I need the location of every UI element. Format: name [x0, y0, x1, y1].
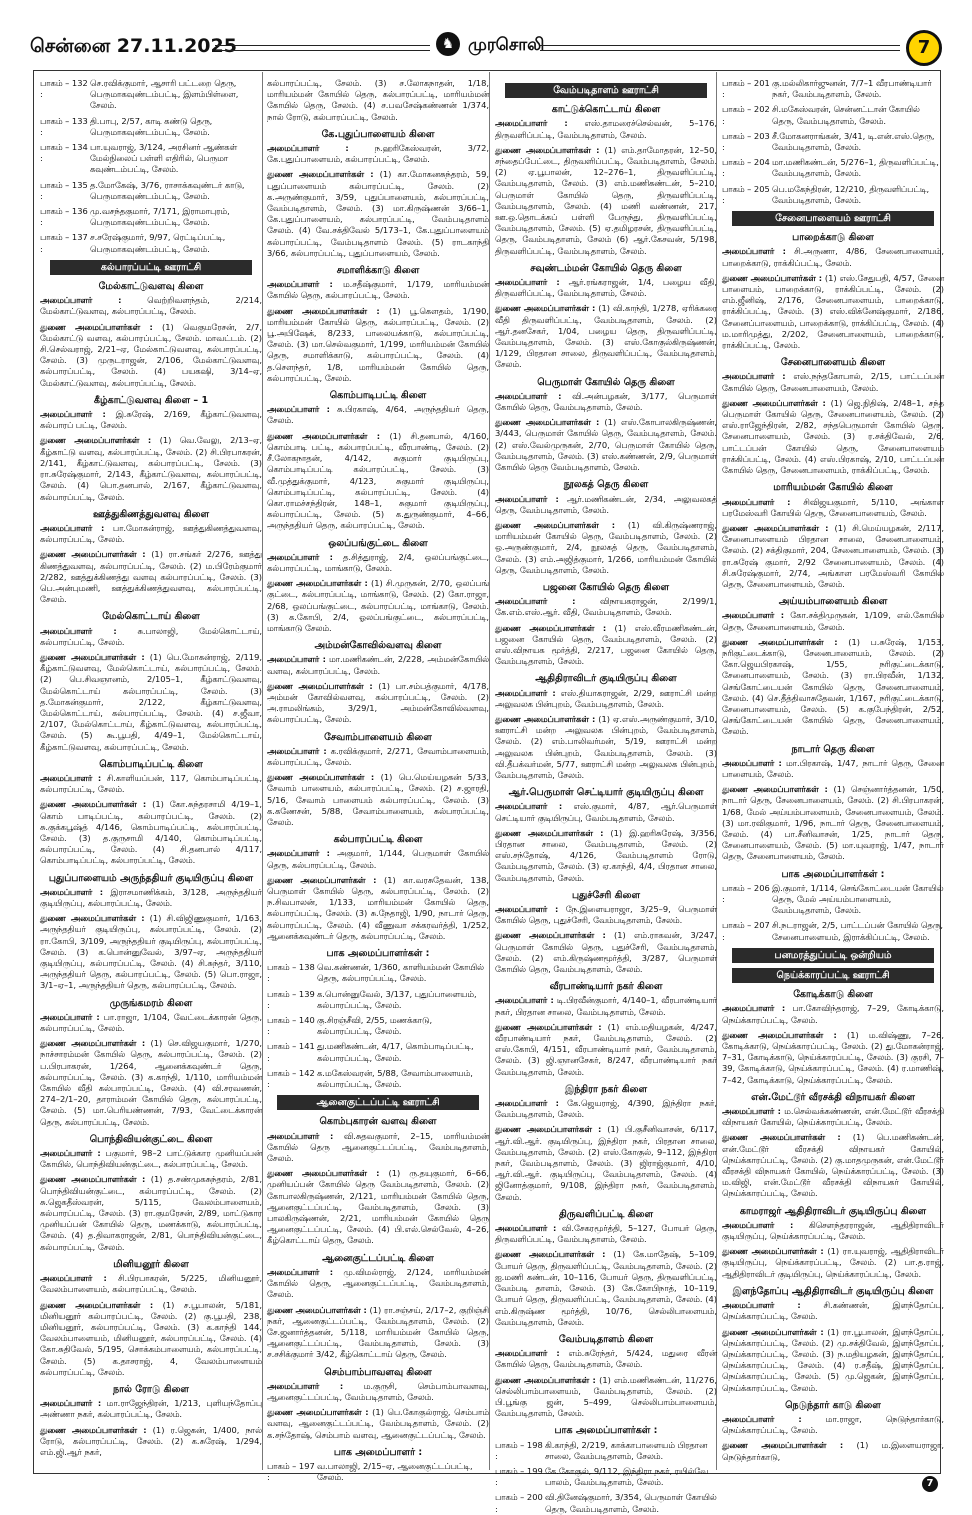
organizer-entry: அமைப்பாளர் : ம.சதீஷ்குமார், 1/179, மாரியம்மன் கோயில் தெரு, கல்பாரப்பட்டி, சேலம். [267, 279, 489, 301]
branch-heading: சமாளிக்காடு கிளை [336, 265, 420, 277]
organizer-entry: அமைப்பாளர் : சு.பாலாஜி, மேல்கொட்டாய், கல்பாரப்பட்டி, சேலம். [40, 625, 263, 647]
deputy-organizers-entry: துணை அமைப்பாளர்கள் : (1) ஜெ.நிதிஷ், 2/48–1, சந்த பெருமாள் கோயில் தெரு, சேனைபாளையம், சேலம். (2) எஸ்.ராஜேந்திரன், 2/82, சந்தபெருமாள் கோயில் தெரு, சேனைபாளையம், சேலம். (3) ர.சக்திவேல், 2/6, பாட்டப்பன் கோயில் தெரு, சேனைபாளையம் ராக்கிப்பட்டி, சேலம். (4) எஸ்.பிரகாஷ், 2/10, பாட்டப்பன் கோயில் தெரு, சேனைபாளையம், ராக்கிப்பட்டி, சேலம். [722, 397, 945, 476]
deputy-organizers-entry: துணை அமைப்பாளர்கள் : (1) பெ.மெய்யழகன் 5/33, சேவாம் பாளையம், கல்பாரப்பட்டி, சேலம். (2) ச.ஜாரதி, 5/16, சேவாம் பாளையம் கல்பாரப்பட்டி, சேலம். (3) க.கணேசன், 5/88, சேவாம்பாளையம், கல்பாரப்பட்டி, சேலம். [267, 772, 489, 827]
branch-heading: வீரபாண்டியார் நகர் கிளை [549, 981, 663, 993]
branch-heading: பொந்திவியன்குட்டை கிளை [89, 1133, 213, 1145]
branch-heading: இளந்தோப்பு ஆதிதிராவிடர் குடியிருப்பு கிளை [732, 1285, 934, 1297]
bagam-item: பாகம் – 206 : இ.குமார், 1/114, செங்கோட்டையன் கோயில் தெரு, மேல் அய்யம்பாளையம், வேம்படிதாளம், சேலம். [722, 882, 944, 916]
branch-heading: ஆர்.பெருமாள் செட்டியார் குடியிருப்பு கிளை [508, 787, 704, 799]
organizer-entry: அமைப்பாளர் : சிவிஜயகுமார், 5/110, அங்காள பரமேஸ்வரி கோயில் தெரு, சேனைபாளையம், சேலம். [722, 496, 945, 518]
organizer-entry: அமைப்பாளர் : வி.அன்பழகன், 3/177, பெருமாள் கோயில் தெரு, வேம்படிதாளம், சேலம். [495, 390, 717, 413]
deputy-organizers-entry: துணை அமைப்பாளர்கள் : (1) பெ.மோகன்ராஜ், 2/119, கீழ்காட்டுவளவு, மேல்கொட்டாய், கல்பாரப்பட்டி, சேலம். (2) பெ.சிவஞானம், 2/105–1, கீழ்காட்டுவளவு, மேல்கொட்டாய் கல்பாரப்பட்டி, சேலம். (3) த.மோகன்குமார், 2/122, கீழ்காட்டுவளவு, மேல்கொட்டாய், கல்பாரப்பட்டி, சேலம். (4) ச.ஜீவா, 2/107, மேல்கொட்டாய், கீழ்காட்டுவளவு, கல்பாரப்பட்டி, சேலம். (5) கூ.பூபதி, 4/49–1, மேல்கொட்டாய், கீழ்காட்டுவளவு, கல்பாரப்பட்டி, சேலம். [40, 651, 263, 752]
branch-heading: முருங்கமரம் கிளை [109, 997, 193, 1009]
deputy-organizers-entry: துணை அமைப்பாளர்கள் : (1) ரா.யுவராஜ், ஆதிதிராவிடர் குடியிருப்பு, நெய்க்காரப்பட்டி, சேலம். (2) பா.த.ராஜ், ஆதிதிராவிடர் குடியிருப்பு, நெய்க்காரப்பட்டி, சேலம். [722, 1246, 944, 1279]
bagam-heading: பாக அமைப்பாளர் : [333, 1446, 423, 1458]
branch-heading: கல்பாரப்பட்டி கிளை [333, 834, 423, 846]
organizer-entry: அமைப்பாளர் : வி.சேகரமூர்த்தி, 5–127, போயர் தெரு, திருவளிப்பட்டி, வேம்படிதாளம், சேலம். [495, 1223, 717, 1245]
deputy-organizers-entry: துணை அமைப்பாளர்கள் : (1) ஏ.எஸ்.அருண்குமார், 3/10, ஊராட்சி மன்ற அலுவலக பின்புறம், வேம்படிதாளம், சேலம். (2) எம்.பாலிவர்மன், 5/19, ஊராட்சி மன்ற அலுவலக பின்புறம், வேம்படிதாளம், சேலம். (3) வி.தீபக்வர்மன், 5/77, ஊராட்சி மன்ற அலுவலக பின்புறம், வேம்படிதாளம், சேலம். [495, 713, 717, 780]
organizer-entry: அமைப்பாளர் : நே.இளையராஜா, 3/25–9, பெருமாள் கோயில் தெரு, புதுச்சேரி, வேம்படிதாளம், சேலம். [495, 904, 717, 926]
bagam-item: பாகம் – 142 : க.மகேஸ்வரன், 5/88, சேவாம்பாளையம், கல்பாரப்பட்டி, சேலம். [267, 1067, 473, 1090]
bagam-item: பாகம் – 198 : கி.காந்தி, 2/219, காக்காபாளையம் பிரதான சாலை, வேம்படிதாளம், சேலம். [495, 1439, 708, 1461]
bagam-item: பாகம் – 201 : கு.மல்லிகார்ஜுனன், 7/7–1 வீரபாண்டியார் நகர், வேம்படிதாளம், சேலம். [722, 78, 932, 100]
organizer-entry: அமைப்பாளர் : எஸ்.தியாகராஜன், 2/29, ஊராட்சி மன்ற அலுவலக பின்புறம், வேம்படிதாளம், சேலம். [495, 687, 717, 709]
deputy-organizers-entry: துணை அமைப்பாளர்கள் : (1) பெ.கோகுல்ராஜ், செம்பாம் வளவு, ஆனைகுட்டப்பட்டி, வேம்படிதாளம், சேலம். (2) க.சந்தோஷ், செம்பாம் வளவு, ஆனைகுட்டப்பட்டி, சேலம். [267, 1407, 489, 1440]
deputy-organizers-entry: துணை அமைப்பாளர்கள் : (1) எம்.ராகவன், 3/247, பெருமாள் கோயில் தெரு, புதுச்சேரி, வேம்படிதாளம், சேலம். (2) எம்.கிருஷ்ணமூர்த்தி, 3/287, பெருமாள் கோயில் தெரு, வேம்படிதாளம், சேலம். [495, 930, 718, 975]
organizer-entry: அமைப்பாளர் : கோ.சக்திமுருகன், 1/109, எல்.கோயில் தெரு, சேனைபாளையம், சேலம். [722, 610, 944, 632]
deputy-organizers-entry: துணை அமைப்பாளர்கள் : (1) எஸ்.கோபாலகிருஷ்ணன், 3/443, பெருமாள் கோயில் தெரு, வேம்படிதாளம், சேலம். (2) எஸ்.வேல்முருகன், 2/70, பெருமாள் கோயில் தெரு, வேம்படிதாளம், சேலம். (3) எஸ்.கண்ணன், 2/9, பெருமாள் கோயில் தெரு வேம்படிதாளம், சேலம். [495, 417, 717, 473]
organizer-entry: அமைப்பாளர் : சி.கண்ணன், இளந்தோப்பு, நெய்க்காரப்பட்டி, சேலம். [722, 1300, 944, 1322]
newspaper-name: முரசொலி [468, 35, 545, 55]
continued-entry: கல்பாரப்பட்டி, சேலம். (3) ச.லோகநாதன், 1/18, மாரியம்மன் கோயில் தெரு, கல்பாரப்பட்டி, மாரியம்மன் கோயில் தெரு, சேலம். (4) ச.பவசேஷ்கண்ணன் 1/374, நால் ரோடு, கல்பாரப்பட்டி, சேலம். [267, 78, 489, 122]
organizer-entry: அமைப்பாளர் : த.சித்துராஜ், 2/4, ஒலப்பங்குட்டை, கல்பாரப்பட்டி, மாங்காடு, சேலம். [267, 551, 490, 573]
branch-heading: நாடார் தெரு கிளை [791, 743, 875, 755]
deputy-organizers-entry: துணை அமைப்பாளர்கள் : (1) ப.சுரேஷ், 1/153, நரிகுட்டைக்காடு, சேனைபாளையம், சேலம். (2) கோ.ஜெயபிரகாஷ், 1/55, நரிகுட்டைக்காடு, சேனைபாளையம், சேலம். (3) ரா.பிரவீன், 1/132, செங்கோட்டையன் கோயில் தெரு, சேனைபாளையம், சேலம். (4) செ.தீத்திவாசுதேவன், 1/167, நரிகுட்டைக்காடு, சேனைபாளையம், சேலம். (5) க.குபேந்திரன், 2/52, செங்கோட்டையன் கோயில் தெரு, சேனைபாளையம், சேலம். [722, 636, 944, 737]
edition-date: சென்னை 27.11.2025 [30, 35, 237, 57]
deputy-organizers-entry: துணை அமைப்பாளர்கள் : (1) இ.ஹரிசுரேஷ், 3/356, பிரதான சாலை, வேம்படிதாளம், சேலம். (2) எஸ்.சந்தோஷ், 4/126, வேம்படிதாளம் ரோடு, வேம்படிதாளம், சேலம். (3) ஏ.காந்தி, 4/4, பிரதான சாலை, வேம்படிதாளம், சேலம். [495, 827, 718, 883]
organizer-entry: அமைப்பாளர் : அகுமார், 1/144, பெருமாள் கோயில் தெரு, கல்பாரப்பட்டி, சேலம். [267, 848, 489, 870]
bagam-item: பாகம் – 132 : செ.ரவிக்குமார், ஆசாரி பட்டறை தெரு, பெருமாகவுண்டம்பட்டி, இளம்பிள்ளை, சேலம். [40, 78, 239, 111]
organizer-entry: அமைப்பாளர் : சி.பிரபாகரன், 5/225, மினியனூர், வேலம்பாளையம், கல்பாரப்பட்டி, சேலம். [40, 1273, 262, 1295]
bagam-item: பாகம் – 136 : மு.வசந்தகுமார், 7/171, இராமாபுரம், பெருமாகவுண்டம்பட்டி, சேலம். [40, 206, 230, 228]
bagam-heading: பாக அமைப்பாளர்கள் : [554, 1425, 658, 1437]
deputy-organizers-entry: துணை அமைப்பாளர்கள் : (1) ரா.சஞ்சய், 2/17–2, குறிஞ்சி நகர், ஆனைகுட்டப்பட்டி, வேம்படிதாளம், சேலம். (2) சே.ஜனார்த்தனன், 5/118, மாரியம்மன் கோயில் தெரு, ஆனைகுட்டப்பட்டி, வேம்படிதாளம், சேலம். (3) ச.சசிக்குமார் 3/42, கீழ்கொட்டாய் தெரு, சேலம். [267, 1304, 490, 1360]
branch-heading: ஆதிதிராவிடர் குடியிருப்பு கிளை [535, 673, 677, 685]
deputy-organizers-entry: துணை அமைப்பாளர்கள் : (1) ரா.பூபாலன், இளந்தோப்பு, நெய்க்காரப்பட்டி, சேலம். (2) மு.சக்திவேல், இளந்தோப்பு, நெய்க்காரப்பட்டி, சேலம். (3) ந.மதியழகன், இளந்தோப்பு, நெய்க்காரப்பட்டி, சேலம். (4) ர.சதீஷ், இளந்தோப்பு, நெய்க்காரப்பட்டி, சேலம். (5) மு.ஜெகன், இளந்தோப்பு, நெய்க்காரப்பட்டி, சேலம். [722, 1326, 944, 1393]
deputy-organizers-entry: துணை அமைப்பாளர்கள் : (1) செஞ்னார்த்தனன், 1/50, நாடார் தெரு, சேனைபாளையம், சேலம். (2) சி.பிரபாகரன், 1/68, மேல் அய்யம்பாளையம், சேனைபாளையம், சேலம். (3) மா.ரவிகுமார், 1/96, நாடார் தெரு, சேனைபாளையம், சேலம். (4) பா.சீனிவாசன், 1/25, நாடார் தெரு, சேனைபாளையம், சேலம். (5) மா.யுவராஜ், 1/47, நாடார் தெரு, சேனைபாளையம், சேலம். [722, 784, 945, 862]
branch-heading: புதுப்பாளையம் அருந்ததியர் குடியிருப்பு கிளை [48, 872, 254, 884]
branch-heading: செம்பாம்பாவளவு கிளை [324, 1366, 432, 1378]
bagam-list [40, 78, 262, 255]
organizer-entry: அமைப்பாளர் : பா.ராஜா, 1/104, வேட்டைக்காரன் தெரு, கல்பாரப்பட்டி, சேலம். [40, 1011, 262, 1034]
bagam-item: பாகம் – 135 : த.மோகேஷ், 3/76, ராசாக்கவுண்டர் காடு, பெருமாகவுண்டம்பட்டி, சேலம். [40, 179, 245, 201]
branch-heading: பாறைக்காடு கிளை [792, 232, 874, 244]
bagam-item: பாகம் – 141 : து.மணிகண்டன், 4/17, கொம்பாடிப்பட்டி, கல்பாரப்பட்டி, சேலம். [267, 1041, 474, 1063]
branch-heading: ஊத்துகிணத்துவளவு கிளை [92, 508, 210, 520]
deputy-organizers-entry: துணை அமைப்பாளர்கள் : (1) சி.விஜிணுகுமார், 1/163, அருந்ததியர் குடியிருப்பு, கல்பாரப்பட்டி, சேலம். (2) ரா.கோபி, 3/109, அருந்ததியர் குடியிருப்பு, கல்பாரப்பட்டி, சேலம். (3) க.பொன்னுவேல், 3/97–ஏ, அருந்ததியர் குடியிருப்பு, கல்பாரப்பட்டி, சேலம். (4) சி.சுந்தர், 3/110, அருந்ததியர் தெரு, கல்பாரப்பட்டி, சேலம். (5) பொ.ராஜா, 3/1–ஏ–1, அருந்ததியர் தெரு, கல்பாரப்பட்டி, சேலம். [40, 913, 263, 991]
organizer-entry: அமைப்பாளர் : சு.பிரகாஷ், 4/64, அருந்ததியர் தெரு, சேலம். [267, 404, 489, 426]
branch-heading: ஒலப்பங்குட்டை கிளை [328, 537, 428, 549]
bagam-item: பாகம் – 134 : பா.யுவராஜ், 3/124, அரசினர் ஆண்கள் மேல்நிலைப் பள்ளி எதிரில், பெருமா கவுண்டம்பட்டி, சேலம். [40, 142, 238, 175]
organizer-entry: அமைப்பாளர் : டி.பிரவீன்குமார், 4/140–1, வீரபாண்டியார் நகர், பிரதான சாலை, வேம்படிதாளம், சேலம். [495, 995, 717, 1017]
panchayat-banner: நெய்க்காரப்பட்டி ஊராட்சி [732, 968, 934, 983]
deputy-organizers-entry: துணை அமைப்பாளர்கள் : (1) வி.காந்தி, 1/278, ஏரிக்கரை வீதி திருவளிப்பட்டி, வேம்படிதாளம், சேலம். (2) ஆர்.தனசேகர், 1/04, பழைய தெரு, திருவளிப்பட்டி, வேம்படிதாளம், சேலம். (3) எஸ்.கோகுல்கிருஷ்ணன், 1/129, பிரதான சாலை, திருவளிப்பட்டி, வேம்படிதாளம், சேலம். [495, 303, 718, 370]
branch-heading: வேம்படிதாளம் கிளை [558, 1333, 654, 1345]
branch-heading: மினியனூர் கிளை [113, 1258, 189, 1270]
organizer-entry: அமைப்பாளர் : ஆர்.ரங்கராஜன், 1/4, பழைய வீதி, திருவளிப்பட்டி, வேம்படிதாளம், சேலம். [495, 277, 717, 299]
organizer-entry: அமைப்பாளர் : இ.சுரேஷ், 2/169, கீழ்காட்டுவளவு, கல்பாரப் பட்டி, சேலம். [40, 409, 263, 431]
bagam-item: பாகம் – 207 : சி.நடராஜன், 2/5, பாட்டப்பன் கோயில் தெரு, சேனைபாளையம், இராக்கிப்பட்டி, சேலம். [722, 920, 944, 942]
bagam-item: பாகம் – 199 : கே.கோகுல், 9/112, இந்திரா நகர், ரயில்வே பாலம், வேம்படிதாளம், சேலம். [495, 1465, 709, 1488]
footer-page-number: 7 [922, 1476, 938, 1492]
panchayat-banner: ஆனைகுட்டப்பட்டி ஊராட்சி [277, 1095, 479, 1110]
branch-heading: மாரியம்மன் கோயில் கிளை [773, 482, 893, 494]
deputy-organizers-entry: துணை அமைப்பாளர்கள் : (1) சி.முருகன், 2/70, ஒலப்பங் குட்டை, கல்பாரப்பட்டி, மாங்காடு, சேலம். (2) கோ.ராஜா, 2/68, ஒலப்பங்குட்டை, கல்பாரப்பட்டி, மாங்காடு, சேலம். (3) க.கோபி, 2/4, ஓலப்பங்குட்டை, கல்பாரப்பட்டி, மாங்காடு சேலம். [267, 578, 489, 633]
bagam-item: பாகம் – 202 : சி.மகேஸ்வரன், சென்னட்டான் கோயில் தெரு, வேம்படிதாளம், சேலம். [722, 104, 920, 126]
deputy-organizers-entry: துணை அமைப்பாளர்கள் : (1) எஸ்.வீரமணிகண்டன், பஜனை கோயில் தெரு, வேம்படிதாளம், சேலம். (2) எஸ்.விநாயக மூர்த்தி, 2/217, பஜனை கோயில் தெரு, வேம்படிதாளம், சேலம். [495, 622, 718, 667]
deputy-organizers-entry: துணை அமைப்பாளர்கள் : (1) செ.விஜயகுமார், 1/270, நாச்சாரம்மன் கோயில் தெரு, கல்பாரப்பட்டி, சேலம். (2) ப.பிரபாகரன், 1/264, ஆனைக்கவுண்டர் தெரு, கல்பாரப்பட்டி, சேலம். (3) க.காந்தி, 1/110, மாரியம்மன் கோயில் வீதி கல்பாரப்பட்டி, சேலம். (4) வி.சரவணன், 274–2/1–20, தாராம்மன் கோயில் தெரு, கல்பாரப்பட்டி, சேலம். (5) மா.பெரியண்ணன், 7/93, வேட்டைக்காரன் தெரு, கல்பாரப்பட்டி, சேலம். [40, 1038, 263, 1127]
deputy-organizers-entry: துணை அமைப்பாளர்கள் : (1) கா.வரசுதேவன், 138, பெருமாள் கோயில் தெரு, கல்பாரப்பட்டி, சேலம். (2) ந.சிவபாலன், 1/133, மாரியம்மன் கோயில் தெரு, கல்பாரப்பட்டி, சேலம். (3) சு.நேதாஜி, 1/90, நாடார் தெரு, கல்பாரப்பட்டி, சேலம். (4) வீணுவா சக்கரவர்த்தி, 1/252, ஆனைக்கவுண்டர் தெரு, கல்பாரப்பட்டி, சேலம். [267, 874, 489, 941]
deputy-organizers-entry: துணை அமைப்பாளர்கள் : (1) சி.மெய்யழகன், 2/117, சேனைபாளையம் பிரதான சாலை, சேனைபாளையம், சேலம். (2) சக்திகுமார், 204, சேனைபாளையம், சேலம். (3) ரா.சுரேஷ் குமார், 2/92 சேனைபாளையம், சேலம். (4) சி.சுரேஷ்குமார், 2/74, அங்காள பரமேஸ்வரி கோயில் தெரு, சேனைபாளையம், சேலம். [722, 522, 944, 589]
deputy-organizers-entry: துணை அமைப்பாளர்கள் : (1) கே.மாதேஷ், 5–109, போயர் தெரு, திருவளிப்பட்டி, வேம்படிதாளம், சேலம். (2) ஐ.மணி கண்டன், 10–116, போயர் தெரு, திருவளிப்பட்டி, வேம்படி தாளம், சேலம். (3) கே.கோபிநாத், 10–119, போயர் தெரு, திருவளிப்பட்டி, வேம்படிதாளம், சேலம். (4) எம்.கிருஷ்ண மூர்த்தி, 10/76, செல்லிபாளையம், வேம்படிதாளம், சேலம். [495, 1249, 717, 1327]
bagam-item: பாகம் – 137 : ச.சரேஷ்குமார், 9/97, ரெட்டிப்பட்டி, பெருமாகவுண்டம்பட்டி, சேலம். [40, 232, 226, 254]
branch-heading: சேவாம்பாளையம் கிளை [324, 731, 432, 743]
page-number-badge: 7 [906, 30, 942, 66]
deputy-organizers-entry: துணை அமைப்பாளர்கள் : (1) ர.ஜெகன், 1/400, நால் ரோடு, கல்பாரப்பட்டி, சேலம். (2) க.சுரேஷ், 1/294, எம்.ஜி.ஆர் நகர், [40, 1424, 262, 1457]
branch-heading: திருவளிப்பட்டி கிளை [558, 1208, 654, 1220]
branch-heading: கொம்புகாரன் வளவு கிளை [319, 1116, 437, 1128]
branch-heading: அய்யம்பாளையம் கிளை [778, 596, 888, 608]
organizer-entry: அமைப்பாளர் : மா.ராஜா, நெடுந்தார்காடு, நெய்க்காரப்பட்டி, சேலம். [722, 1413, 944, 1436]
panchayat-banner: வேம்படிதாளம் ஊராட்சி [505, 83, 707, 98]
deputy-organizers-entry: துணை அமைப்பாளர்கள் : (1) சி.தனபால், 4/160, கொம்பாடி பட்டி, கல்பாரப்பட்டி, வீரபாண்டி, சேலம். (2) சீ.லோகநாதன், 4/142, சுகுமார் குடியிருப்பு, கொம்பாடிப்பட்டி கல்பாரப்பட்டி, சேலம். (3) வீ.முத்துக்குமார், 4/123, சுகுமார் குடியிருப்பு, கொம்பாடிப்பட்டி, கல்பாரப்பட்டி, சேலம். (4) கொ.ராமச்சந்திரன், 148–1, சுகுமார் குடியிருப்பு, கல்பாரப்பட்டி, சேலம். (5) க.துருண்குமார், 4–66, அருந்ததியர் தெரு, கல்பாரப்பட்டி, சேலம். [267, 430, 489, 531]
branch-heading: இந்திரா நகர் கிளை [564, 1083, 648, 1095]
bagam-item: பாகம் – 200 : வி.தினேஷ்குமார், 3/354, பெருமாள் கோயில் தெரு, வேம்படிதாளம், சேலம். [495, 1492, 717, 1514]
masthead-rule-right [540, 45, 900, 51]
organizer-entry: அமைப்பாளர் : பகுமார், 98–2 பாட்டுக்கார முனியப்பன் கோயில், பொந்திவியன்குட்டை, கல்பாரப்பட்டி, சேலம். [40, 1148, 262, 1170]
branch-heading: நெடுந்தார் காடு கிளை [785, 1399, 881, 1411]
organizer-entry: அமைப்பாளர் : விநாயகராஜன், 2/199/1, கே.எம்.எஸ்.ஆர். வீதி, வேம்படிதாளம், சேலம். [495, 596, 717, 618]
column-3 [495, 78, 718, 1514]
deputy-organizers-entry: துணை அமைப்பாளர்கள் : (1) வெகுமரேசன், 2/7, மேல்காட்டு வளவு, கல்பாரப்பட்டி, சேலம். மாவட்டம். (2) சி.செல்வராஜ், 2/21–ஏ, மேல்காட்டுவளவு, கல்பாரப்பட்டி, சேலம். (3) முருடராஜன், 2/106, மேல்காட்டுவளவு, கல்பாரப்பட்டி, சேலம். (4) பயகஷி, 3/14–ஏ, மேல்காட்டுவளவு, கல்பாரப்பட்டி, சேலம். [40, 321, 262, 388]
organizer-entry: அமைப்பாளர் : க.ரவிக்குமார், 2/271, சேவாம்பாளையம், கல்பாரப்பட்டி, சேலம். [267, 745, 489, 767]
branch-heading: புதுச்சேரி கிளை [571, 889, 641, 901]
branch-heading: பஜனை கோயில் தெரு கிளை [542, 581, 670, 593]
branch-heading: ஆனைகுட்டப்பட்டி கிளை [322, 1252, 434, 1264]
deputy-organizers-entry: துணை அமைப்பாளர்கள் : (1) ம.இளையராஜா, நெடுந்தார்காடு, [722, 1440, 944, 1462]
organizer-entry: அமைப்பாளர் : ம.குருசி, செம்பாம்பாவளவு, ஆனைகுட்டப்பட்டி, வேம்படிதாளம், சேலம். [267, 1380, 490, 1402]
organizer-entry: அமைப்பாளர் : எஸ்.நந்தகோபால், 2/15, பாட்டப்பன் கோயில் தெரு, சேனைபாளையம், சேலம். [722, 371, 944, 393]
bagam-heading: பாக அமைப்பாளர்கள் : [326, 948, 430, 960]
branch-heading: சவுண்டம்மன் கோயில் தெரு கிளை [530, 262, 682, 274]
branch-heading: கொம்பாடிபட்டி கிளை [329, 390, 427, 402]
organizer-entry: அமைப்பாளர் : மா.மணிகண்டன், 2/228, அம்மன்கோயில் வளவு, கல்பாரப்பட்டி, சேலம். [267, 654, 489, 676]
column-4 [722, 78, 945, 1462]
organizer-entry: அமைப்பாளர் : ந.ஹரிகேஸ்வரன், 3/72, கே.புதுப்பாளையம், கல்பாரப்பட்டி, சேலம். [267, 143, 490, 165]
deputy-organizers-entry: துணை அமைப்பாளர்கள் : (1) த.சண்முகசுந்தரம், 2/81, பொந்திவியன்குட்டை, கல்பாரப்பட்டி, சேலம். (2) சு.ஜெகதீஸ்வரன், 5/115, வேலம்பாளையம், கல்பாரப்பட்டி, சேலம். (3) ரா.குமரேசன், 2/89, மாட்டுகார முனியப்பன் கோயில் தெரு, மணக்காடு, கல்பாரப்பட்டி, சேலம். (4) த.திவாகராஜன், 2/81, பொந்திவியன்குட்டை, கல்பாரப்பட்டி, சேலம். [40, 1174, 263, 1252]
branch-heading: கீழ்காட்டுவளவு கிளை – 1 [93, 394, 209, 406]
organizer-entry: அமைப்பாளர் : எஸ்.குமார், 4/87, ஆர்.பெருமாள் செட்டியார் குடியிருப்பு, வேம்படிதாளம், சேலம். [495, 801, 717, 823]
bagam-item: பாகம் – 203 : சீ.மோகனராங்கன், 3/41, டி.என்.எஸ்.தெரு, வேம்படிதாளம், சேலம். [722, 130, 935, 153]
panchayat-banner: சேனைபாளையம் ஊராட்சி [732, 211, 934, 226]
branch-heading: அம்மன்கோவில்வளவு கிளை [314, 640, 442, 652]
deputy-organizers-entry: துணை அமைப்பாளர்கள் : (1) ம.விஷ்ணு, 7–26, கோடிக்காடு, நெய்க்காரப்பட்டி, சேலம். (2) து.மோகன்ராஜ், 7–31, கோடிக்காடு, நெய்க்காரப்பட்டி, சேலம். (3) குரசி, 7–39, கோடிக்காடு, நெய்க்காரப்பட்டி, சேலம். (4) ர.மாணிஷ், 7–42, கோடிக்காடு, நெய்க்காரப்பட்டி, சேலம். [722, 1029, 945, 1085]
branch-heading: காட்டுக்கொட்டாய் கிளை [551, 104, 661, 116]
organizer-entry: அமைப்பாளர் : மு.விமல்ராஜ், 2/124, மாரியம்மன் கோயில் தெரு, ஆனைகுட்டப்பட்டி, வேம்படிதாளம், சேலம். [267, 1266, 489, 1300]
deputy-organizers-entry: துணை அமைப்பாளர்கள் : (1) வெ.வேலு, 2/13–ஏ, கீழ்காட்டு வளவு, கல்பாரப்பட்டி, சேலம். (2) சி.பிரபாகரன், 2/141, கீழ்காட்டுவளவு, கல்பாரப்பட்டி, சேலம். (3) ரா.சுரேஷ்குமார், 2/143, கீழ்காட்டுவளவு, கல்பாரப்பட்டி, சேலம். (4) பொ.தனபால், 2/167, கீழ்காட்டுவளவு, கல்பாரப்பட்டி, சேலம். [40, 435, 262, 502]
deputy-organizers-entry: துணை அமைப்பாளர்கள் : (1) எம்.தாமோதரன், 12–50, சந்தைப்பேட்டை, திருவளிப்பட்டி, வேம்படிதாளம், சேலம். (2) ஏ.பூபாலன், 12–276–1, திருவளிப்பட்டி, வேம்படிதாளம், சேலம். (3) எம்.மணிகண்டன், 5–210, பெருமாள் கோயில் தெரு, திருவளிப்பட்டி, வேம்படிதாளம், சேலம். (4) மணி வண்ணன், 217, ஊ.ஒ.தொடக்கப் பள்ளி பேருந்து, திருவளிப்பட்டி, வேம்படிதாளம், சேலம். (5) ஏ.தமிழரசன், திருவளிப்பட்டி, தெரு, வேம்படிதாளம், சேலம் (6) ஆர்.கேசவன், 5/198, திருவளிப்பட்டி, வேம்படிதாளம், சேலம். [495, 144, 717, 256]
bagam-item: பாகம் – 139 : க.பொன்னுவேல், 3/137, புதுப்பாளையம், கல்பாரப்பட்டி, சேலம். [267, 988, 477, 1010]
union-banner: பனமரத்துப்பட்டி ஒன்றியம் [732, 948, 934, 963]
bagam-item: பாகம் – 140 : கு.சிரஞ்சீவி, 2/55, மணக்காடு, கல்பாரப்பட்டி, சேலம். [267, 1015, 433, 1037]
branch-heading: நூலகத் தெரு கிளை [563, 479, 649, 491]
organizer-entry: அமைப்பாளர் : சி.காளியப்பன், 117, கொம்பாடிப்பட்டி, கல்பாரப்பட்டி, சேலம். [40, 772, 262, 795]
masthead-rule-left [215, 45, 430, 51]
organizer-entry: அமைப்பாளர் : வெற்றிவளந்தம், 2/214, மேல்காட்டுவளவு, கல்பாரப்பட்டி, சேலம். [40, 295, 262, 317]
organizer-entry: அமைப்பாளர் : சி.அருணா, 4/86, சேனைபாளையம், பாறைக்காடு, ராக்கிப்பட்டி, சேலம். [722, 246, 945, 268]
organizer-entry: அமைப்பாளர் : எம்.சுரேந்தர், 5/424, மதுரை வீரன் கோயில் தெரு, வேம்படிதாளம், சேலம். [495, 1348, 717, 1370]
organizer-entry: அமைப்பாளர் : ம.செல்வக்கண்ணன், என்.மேட்டூர் வீரசக்தி விநாயகர் கோயில், நெய்க்காரப்பட்டி, சேலம். [722, 1106, 944, 1128]
column-1 [40, 78, 262, 1458]
organizer-entry: அமைப்பாளர் : மா.பிரகாஷ், 1/47, நாடார் தெரு, சேனை பாளையம், சேலம். [722, 757, 945, 779]
branch-heading: கே.புதுப்பாளையம் கிளை [321, 128, 435, 140]
deputy-organizers-entry: துணை அமைப்பாளர்கள் : (1) கோ.சுந்தரசாமி 4/19–1, கொம் பாடிப்பட்டி, கல்பாரப்பட்டி, சேலம். (2) சு.குக்கபூஷ்த் 4/146, கொம்பாடிப்பட்டி, கல்பாரப்பட்டி, சேலம். (3) த.குருசாமி 4/140, கொம்பாடிப்பட்டி, கல்பாரப்பட்டி, சேலம். (4) சி.தனபால் 4/117, கொம்பாடிப்பட்டி, கல்பாரப்பட்டி, சேலம். [40, 799, 262, 866]
deputy-organizers-entry: துணை அமைப்பாளர்கள் : (1) பூ.கௌதம், 1/190, மாரியம்மன் கோயில் தெரு, கல்பாரப்பட்டி, சேலம். (2) பூ.அபிஷேக், 8/233, பாலையக்காடு, கல்பாரப்பட்டி, சேலம். (3) மா.செல்வகுமார், 1/199, மாரியம்மன் கோயில் தெரு, சமாளிக்காடு, கல்பாரப்பட்டி, சேலம். (4) த.செளந்தர், 1/8, மாரியம்மன் கோயில் தெரு, கல்பாரப்பட்டி, சேலம். [267, 305, 490, 383]
deputy-organizers-entry: துணை அமைப்பாளர்கள் : (1) ச.பூபாலன், 5/181, மினியனூர் கல்பாரப்பட்டி, சேலம். (2) கு.பூபதி, 238, மினியனூர், கல்பாரப்பட்டி, சேலம். (3) க.காந்தி 144, வேலம்பாளையம், மினியனூர், கல்பாரப்பட்டி, சேலம். (4) கோ.சுதிவேல், 5/195, சொக்கம்பாளையம், கல்பாரப்பட்டி, சேலம். (5) க.தாசராஜ், 4, வேலம்பாளையம் கல்பாரப்பட்டி, சேலம். [40, 1299, 263, 1377]
organizer-entry: அமைப்பாளர் : மா.ராஜேந்திரன், 1/213, புளியந்தோப்பு அண்ணா நகர், கல்பாரப்பட்டி, சேலம். [40, 1398, 262, 1420]
branch-heading: நால் ரோடு கிளை [113, 1383, 189, 1395]
branch-heading: கொம்பாடிப்பட்டி கிளை [99, 758, 203, 770]
organizer-entry: அமைப்பாளர் : ஆர்.மணிகண்டன், 2/34, அலுவலகத் தெரு, வேம்படிதாளம், சேலம். [495, 493, 717, 515]
bagam-heading: பாக அமைப்பாளர்கள் : [781, 868, 885, 880]
bagam-item: பாகம் – 204 : மா.மணிகண்டன், 5/276–1, திருவளிப்பட்டி, வேம்படிதாளம், சேலம். [722, 157, 939, 179]
organizer-entry: அமைப்பாளர் : பா.கோவிந்தராஜ், 7–29, கோடிக்காடு, நெய்க்காரப்பட்டி, சேலம். [722, 1003, 944, 1025]
deputy-organizers-entry: துணை அமைப்பாளர்கள் : (1) ரா.சங்கர் 2/276, ஊத்து கிணத்துவளவு, கல்பாரப்பட்டி, சேலம். (2) ம.பிரேம்குமார் 2/282, ஊத்துக்கிணத்து வளவு கல்பாரப்பட்டி, சேலம். (3) பெ.அன்புமணி, ஊத்துக்கிணத்துவளவு, கல்பாரப்பட்டி, சேலம். [40, 549, 262, 605]
organizer-entry: அமைப்பாளர் : வி.சுதவகுமார், 2–15, மாரியம்மன் கோயில் தெரு ஆனைகுட்டப்பட்டி, வேம்படிதாளம், சேலம். [267, 1130, 489, 1164]
branch-heading: காமராஜர் ஆதிதிராவிடர் குடியிருப்பு கிளை [739, 1205, 927, 1217]
deputy-organizers-entry: துணை அமைப்பாளர்கள் : (1) எஸ்.சேதுபதி, 4/57, சேனை பாளையம், பாறைக்காடு, ராக்கிப்பட்டி, சேலம். (2) எம்.ஜீனிஷ், 2/176, சேனைபாளையம், பாறைக்காடு, ராக்கிப்பட்டி, சேலம். (3) எஸ்.விக்னேஷ்குமார், 2/186, சேனைப்பாளையம், பாறைக்காடு, ராக்கிப்பட்டி, சேலம். (4) ம.மாரிமுத்து, 2/202, சேனைபாளையம், பாறைக்காடு, ராக்கிப்பட்டி, சேலம். [722, 272, 945, 351]
organizer-entry: அமைப்பாளர் : கே.ஜெயராஜ், 4/390, இந்திரா நகர், வேம்படிதாளம், சேலம். [495, 1098, 717, 1120]
column-divider [489, 72, 490, 1470]
organizer-entry: அமைப்பாளர் : பா.மோகன்ராஜ், ஊத்துகிணத்துவளவு, கல்பாரப்பட்டி, சேலம். [40, 522, 262, 545]
bagam-item: பாகம் – 205 : பெ.மகேந்திரன், 12/210, திருவளிப்பட்டி, வேம்படிதாளம், சேலம். [722, 183, 930, 205]
column-2 [267, 78, 490, 1483]
bagam-item: பாகம் – 138 : வெ.கண்ணன், 1/360, காளியம்மன் கோயில் தெரு, கல்பாரப்பட்டி, சேலம். [267, 962, 484, 984]
horse-logo-icon: ♞ [436, 32, 460, 56]
deputy-organizers-entry: துணை அமைப்பாளர்கள் : (1) வி.கிருஷ்ணராஜ், மாரியம்மன் கோயில் தெரு, வேம்படிதாளம், சேலம். (2) ஒ.அருண்குமார், 2/4, நூலகத் தெரு, வேம்படிதாளம், சேலம். (3) எம்.அஜித்குமார், 1/266, மாரியம்மன் கோயில் தெரு, வேம்படிதாளம், சேலம். [495, 519, 717, 575]
deputy-organizers-entry: துணை அமைப்பாளர்கள் : (1) எம்.மதியழகன், 4/247, வீரபாண்டியார் நகர், வேம்படிதாளம், சேலம். (2) எஸ்.கோபி, 4/151, வீரபாண்டியார் நகர், வேம்படிதாளம், சேலம். (3) ஜி.ஞானசேகர், 8/247, வீரபாண்டியார் நகர் வேம்படிதாளம், சேலம். [495, 1021, 718, 1077]
deputy-organizers-entry: துணை அமைப்பாளர்கள் : (1) பெ.மணிகண்டன், என்.மேட்டூர் வீரசக்தி விநாயகர் கோயில், நெய்க்காரப்பட்டி, சேலம். (2) கு.மாதமுருகன், என்.மேட்டூர் வீரசக்தி விநாயகர் கோயில், நெய்க்காரப்பட்டி, சேலம். (3) ம.விஜி, என்.மேட்டூர் வீரசக்தி விநாயகர் கோயில், நெய்க்காரப்பட்டி, சேலம். [722, 1132, 945, 1199]
branch-heading: சேனைபாளையம் கிளை [780, 357, 886, 369]
deputy-organizers-entry: துணை அமைப்பாளர்கள் : (1) பி.குசீனிவாசன், 6/117, ஆர்.வி.ஆர். குடியிருப்பு, இந்திரா நகர், பிரதான சாலை, வேம்படிதாளம், சேலம். (2) எஸ்.கோகுல், 9–112, இந்திரா நகர், வேம்படிதாளம், சேலம். (3) ஜிராஜ்குமார், 4/10, ஆர்.வி.ஆர். குடியிருப்பு, வேம்படிதாளம், சேலம். (4) ஜினோத்குமார், 9/108, இந்திரா நகர், வேம்படிதாளம், சேலம். [495, 1124, 717, 1202]
deputy-organizers-entry: துணை அமைப்பாளர்கள் : (1) பா.சம்பத்குமார், 4/178, அம்மன் கோவில்வளவு, கல்பாரப்பட்டி, சேலம். (2) அ.ராமலிங்கம், 3/29/1, அம்மன்கோவில்வளவு, கல்பாரப்பட்டி, சேலம். [267, 680, 489, 725]
organizer-entry: அமைப்பாளர் : இராசமாணிக்கம், 3/128, அருந்ததியர் குடியிருப்பு, கல்பாரப்பட்டி, சேலம். [40, 886, 262, 908]
deputy-organizers-entry: துணை அமைப்பாளர்கள் : (1) கா.மோகனசுந்தரம், 59, புதுப்பாளையம் கல்பாரப்பட்டி, சேலம். (2) க.அருண்குமார், 3/59, புதுப்பாளையம், கல்பாரப்பட்டி, வேம்படிதாளம், சேலம். (3) மா.கிருஷ்ணன் 3/66–1, கே.புதுப்பாளையம், கல்பாரப்பட்டி, வேம்படிதாளம் சேலம். (4) வே.சக்திவேல் 5/173–1, கே.புதுப்பாளையம் கல்பாரப்பட்டி, வேம்படிதாளம் சேலம். (5) ராடகாந்தி 3/66, கல்பாரப்பட்டி, புதுப்பாளையம், சேலம். [267, 169, 489, 258]
branch-heading: மேல்காட்டுவளவு கிளை [98, 281, 204, 293]
deputy-organizers-entry: துணை அமைப்பாளர்கள் : (1) எம்.மணிகண்டன், 11/276, செல்லிபாம்பாளையம், வேம்படிதாளம், சேலம். (2) பி.பூங்கு ஜன், 5–499, செல்லிபாம்பாளையம், வேம்படிதாளம், சேலம். [495, 1374, 718, 1419]
bagam-item: பாகம் – 197 : வ.பாலாஜி, 2/15–ஏ, ஆனைகுட்டப்பட்டி, சேலம். [267, 1460, 473, 1483]
panchayat-banner: கல்பாரப்பட்டி ஊராட்சி [50, 260, 252, 275]
column-divider [262, 72, 263, 1470]
branch-heading: கோடிக்காடு கிளை [793, 989, 873, 1001]
bagam-item: பாகம் – 133 : தி.பாபு, 2/57, காடி கண்டு தெரு, பெருமாகவுண்டம்பட்டி, சேலம். [40, 115, 213, 137]
branch-heading: மேல்கொட்டாய் கிளை [102, 611, 200, 623]
branch-heading: பெருமாள் கோயில் தெரு கிளை [537, 376, 675, 388]
organizer-entry: அமைப்பாளர் : எஸ்.தாமரைச்செல்வன், 5–176, திருவளிப்பட்டி, வேம்படிதாளம், சேலம். [495, 118, 717, 140]
branch-heading: என்.மேட்டூர் வீரசக்தி விநாயகர் கிளை [751, 1091, 915, 1103]
organizer-entry: அமைப்பாளர் : கிசௌந்தரராஜன், ஆதிதிராவிடர் குடியிருப்பு, நெய்க்காரப்பட்டி, சேலம். [722, 1219, 944, 1242]
deputy-organizers-entry: துணை அமைப்பாளர்கள் : (1) ரு.தயுகுமார், 6–66, முனியப்பன் கோயில் தெரு வேம்படிதாளம், சேலம். (2) கோபாலகிருஷ்ணன், 2/121, மாரியம்மன் கோயில் தெரு, ஆனைகுட்டப்பட்டி, வேம்படிதாளம், சேலம். (3) பாலகிருஷ்ணன், 2/21, மாரியம்மன் கோயில் தெரு ஆனைகுட்டப்பட்டி, சேலம். (4) பி.எல்.செல்வேல், 4–26, கீழ்கொட்டாய் தெரு, சேலம். [267, 1168, 489, 1246]
